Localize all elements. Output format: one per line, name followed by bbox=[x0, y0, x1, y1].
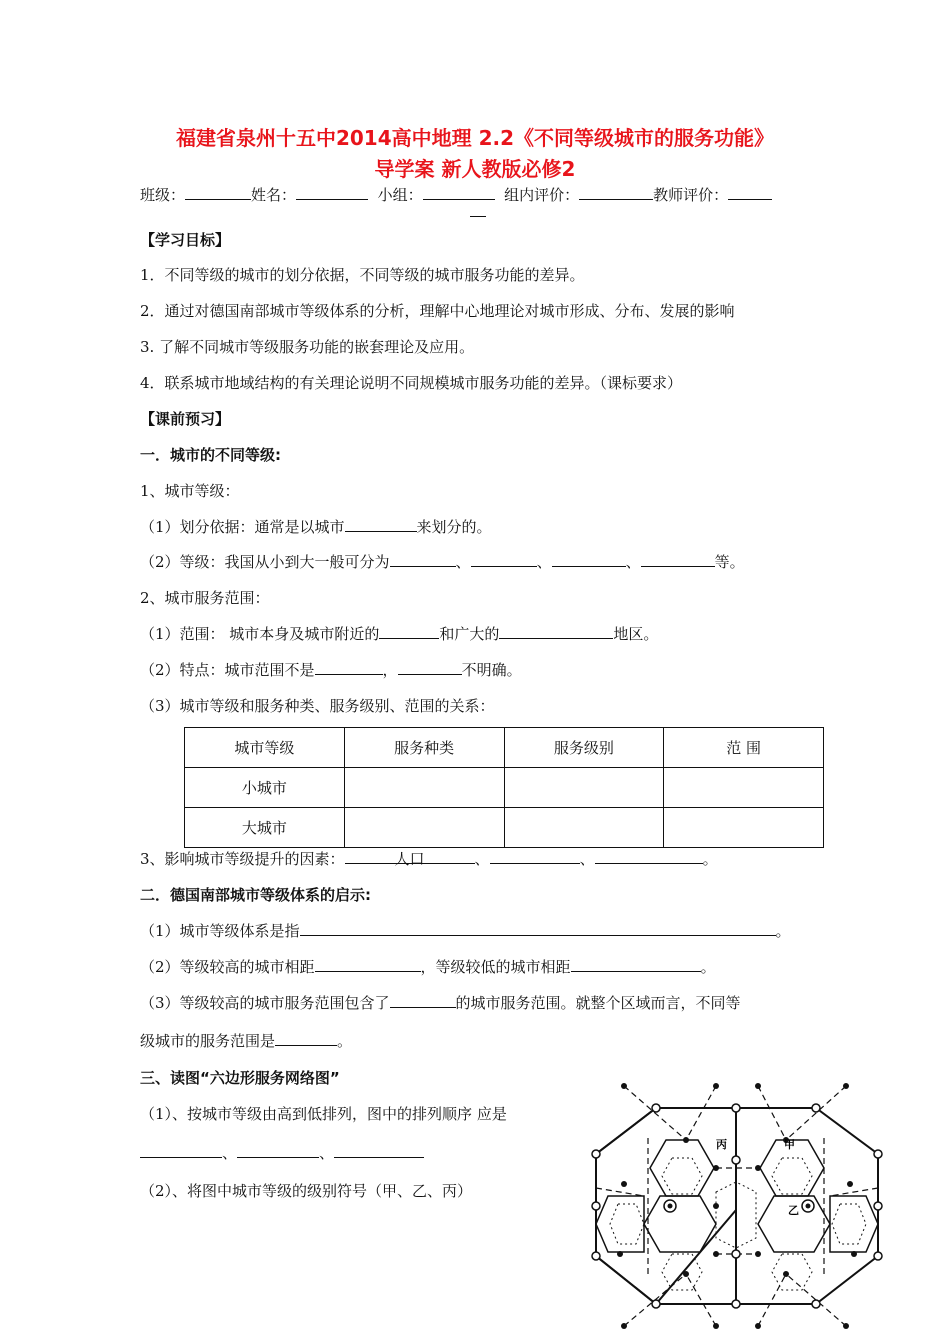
filled-dot-node bbox=[755, 1251, 761, 1257]
answer-blank[interactable] bbox=[379, 623, 439, 639]
s2-c bbox=[140, 992, 741, 1013]
table-header-cell: 服务种类 bbox=[344, 728, 504, 768]
s1-q2: 2、城市服务范围： bbox=[140, 589, 270, 607]
table-cell[interactable] bbox=[664, 808, 824, 848]
filled-dot-node bbox=[713, 1165, 719, 1171]
open-circle-node bbox=[812, 1104, 820, 1112]
filled-dot-node bbox=[843, 1323, 849, 1329]
group-label: 小组： bbox=[377, 186, 423, 204]
s2-c-post: 的城市服务范围。就整个区域而言，不同等 bbox=[455, 994, 741, 1012]
open-circle-node bbox=[732, 1250, 740, 1258]
section3-heading: 三、读图“六边形服务网络图” bbox=[140, 1069, 340, 1087]
objectives-header: 【学习目标】 bbox=[140, 231, 231, 249]
s2-b-mid: ，等级较低的城市相距 bbox=[420, 958, 571, 976]
open-circle-node bbox=[652, 1104, 660, 1112]
filled-dot-node bbox=[683, 1271, 689, 1277]
service-boundary bbox=[686, 1274, 716, 1326]
filled-dot-node bbox=[621, 1323, 627, 1329]
period: 。 bbox=[700, 958, 716, 976]
s1-q2-c: （3）城市等级和服务种类、服务级别、范围的关系： bbox=[140, 697, 495, 715]
sep: 、 bbox=[455, 553, 471, 571]
filled-answer: 人口 bbox=[394, 850, 425, 868]
open-circle-node bbox=[812, 1300, 820, 1308]
table-header-row bbox=[185, 728, 824, 768]
preview-header: 【课前预习】 bbox=[140, 410, 231, 428]
central-city-right bbox=[802, 1200, 814, 1212]
filled-dot-node bbox=[847, 1181, 853, 1187]
open-circle-node bbox=[732, 1104, 740, 1112]
answer-blank[interactable] bbox=[300, 920, 776, 936]
answer-blank[interactable] bbox=[315, 659, 383, 675]
filled-dot-node bbox=[621, 1181, 627, 1187]
central-city-left bbox=[664, 1200, 676, 1212]
s1-q3-text: 3、影响城市等级提升的因素： bbox=[140, 850, 345, 868]
filled-dot-node bbox=[755, 1165, 761, 1171]
table-header-cell: 范 围 bbox=[664, 728, 824, 768]
answer-blank[interactable] bbox=[471, 551, 537, 567]
answer-blank[interactable] bbox=[237, 1142, 319, 1158]
sep: 、 bbox=[625, 553, 641, 571]
answer-blank[interactable] bbox=[390, 992, 456, 1008]
s2-c-text: （3）等级较高的城市服务范围包含了 bbox=[140, 994, 390, 1012]
small-hexagon bbox=[772, 1158, 812, 1194]
service-boundary bbox=[686, 1086, 716, 1140]
s1-q2-a-mid: 和广大的 bbox=[439, 625, 500, 643]
answer-blank[interactable] bbox=[398, 659, 462, 675]
comma: ， bbox=[382, 661, 398, 679]
s2-c2 bbox=[140, 1030, 352, 1051]
period: 。 bbox=[702, 850, 718, 868]
s2-c2-text: 级城市的服务范围是 bbox=[140, 1032, 276, 1050]
s1-q1-b bbox=[140, 551, 745, 572]
info-row bbox=[140, 184, 772, 205]
hexagon-service-network-diagram bbox=[588, 1078, 898, 1338]
s1-q1-a-post: 来划分的。 bbox=[416, 518, 492, 536]
class-label: 班级： bbox=[140, 186, 186, 204]
objective-item: 2．通过对德国南部城市等级体系的分析，理解中心地理论对城市形成、分布、发展的影响 bbox=[140, 302, 735, 320]
open-circle-node bbox=[592, 1202, 600, 1210]
sep: 、 bbox=[536, 553, 552, 571]
city-level-table bbox=[184, 727, 824, 848]
small-hexagon bbox=[662, 1158, 702, 1194]
period: 。 bbox=[337, 1032, 353, 1050]
medium-hexagon bbox=[644, 1196, 716, 1252]
s1-q3 bbox=[140, 848, 718, 869]
open-circle-node bbox=[874, 1150, 882, 1158]
open-circle-node bbox=[732, 1156, 740, 1164]
table-cell: 大城市 bbox=[185, 808, 345, 848]
filled-dot-node bbox=[683, 1137, 689, 1143]
objective-item: 4．联系城市地域结构的有关理论说明不同规模城市服务功能的差异。（课标要求） bbox=[140, 374, 683, 392]
filled-dot-node bbox=[713, 1251, 719, 1257]
table-row bbox=[185, 808, 824, 848]
s1-q1-a bbox=[140, 516, 492, 537]
s1-q1-b-post: 等。 bbox=[714, 553, 745, 571]
s1-q1-b-text: （2）等级：我国从小到大一般可分为 bbox=[140, 553, 390, 571]
table-cell[interactable] bbox=[504, 808, 664, 848]
s2-b bbox=[140, 956, 716, 977]
filled-dot-node bbox=[621, 1083, 627, 1089]
name-label: 姓名： bbox=[251, 186, 297, 204]
filled-dot-node bbox=[755, 1323, 761, 1329]
table-header-cell: 服务级别 bbox=[504, 728, 664, 768]
period: 。 bbox=[775, 922, 791, 940]
answer-blank[interactable] bbox=[315, 956, 421, 972]
table-cell[interactable] bbox=[664, 768, 824, 808]
table-header-cell: 城市等级 bbox=[185, 728, 345, 768]
answer-blank[interactable] bbox=[490, 848, 580, 864]
small-hexagon bbox=[832, 1204, 866, 1244]
filled-dot-node bbox=[755, 1083, 761, 1089]
filled-dot-node bbox=[851, 1251, 857, 1257]
s1-q2-b-post: 不明确。 bbox=[461, 661, 522, 679]
service-boundary bbox=[786, 1086, 846, 1140]
label-yi: 乙 bbox=[788, 1204, 799, 1217]
s1-q2-a-text: （1）范围： 城市本身及城市附近的 bbox=[140, 625, 380, 643]
filled-dot-node bbox=[617, 1251, 623, 1257]
section1-heading: 一．城市的不同等级: bbox=[140, 446, 281, 464]
service-boundary bbox=[758, 1274, 786, 1326]
answer-blank[interactable] bbox=[552, 551, 626, 567]
filled-dot-node bbox=[713, 1323, 719, 1329]
answer-blank[interactable] bbox=[345, 516, 417, 532]
service-boundary bbox=[596, 1188, 644, 1196]
s1-q2-a-post: 地区。 bbox=[613, 625, 659, 643]
service-boundary bbox=[624, 1086, 686, 1140]
label-bing: 丙 bbox=[716, 1138, 727, 1151]
teacher-eval-label: 教师评价： bbox=[653, 186, 729, 204]
answer-blank[interactable] bbox=[641, 551, 715, 567]
table-cell: 小城市 bbox=[185, 768, 345, 808]
section2-heading: 二．德国南部城市等级体系的启示: bbox=[140, 886, 372, 904]
filled-dot-node bbox=[843, 1083, 849, 1089]
open-circle-node bbox=[874, 1252, 882, 1260]
open-circle-node bbox=[592, 1252, 600, 1260]
table-cell[interactable] bbox=[344, 768, 504, 808]
s2-b-text: （2）等级较高的城市相距 bbox=[140, 958, 315, 976]
answer-blank[interactable] bbox=[571, 956, 701, 972]
sep: 、 bbox=[474, 850, 490, 868]
objective-item: 3. 了解不同城市等级服务功能的嵌套理论及应用。 bbox=[140, 338, 475, 356]
table-cell[interactable] bbox=[344, 808, 504, 848]
group-field[interactable] bbox=[423, 184, 495, 200]
s3-b: （2）、将图中城市等级的级别符号（甲、乙、丙） bbox=[140, 1182, 473, 1200]
sep: 、 bbox=[222, 1144, 238, 1162]
s2-a-text: （1）城市等级体系是指 bbox=[140, 922, 300, 940]
small-hexagon bbox=[772, 1254, 812, 1290]
teacher-eval-field-wrap[interactable] bbox=[470, 214, 486, 217]
answer-blank[interactable] bbox=[140, 1142, 222, 1158]
label-jia: 甲 bbox=[784, 1138, 795, 1151]
table-cell[interactable] bbox=[504, 768, 664, 808]
objective-item: 1．不同等级的城市的划分依据，不同等级的城市服务功能的差异。 bbox=[140, 266, 585, 284]
small-hexagon bbox=[610, 1204, 644, 1244]
open-circle-node bbox=[652, 1300, 660, 1308]
filled-dot-node bbox=[713, 1083, 719, 1089]
s1-q2-b-text: （2）特点：城市范围不是 bbox=[140, 661, 315, 679]
service-boundary bbox=[830, 1188, 878, 1196]
answer-blank[interactable] bbox=[595, 848, 703, 864]
filled-dot-node bbox=[783, 1271, 789, 1277]
open-circle-node bbox=[592, 1150, 600, 1158]
sep: 、 bbox=[319, 1144, 335, 1162]
s3-a-answers bbox=[140, 1142, 424, 1163]
doc-title-line2: 导学案 新人教版必修2 bbox=[374, 157, 576, 181]
open-circle-node bbox=[732, 1300, 740, 1308]
s1-q2-b bbox=[140, 659, 522, 680]
s2-a bbox=[140, 920, 791, 941]
answer-blank[interactable] bbox=[499, 623, 613, 639]
answer-blank[interactable] bbox=[390, 551, 456, 567]
group-eval-field[interactable] bbox=[579, 184, 653, 200]
s1-q1-a-text: （1）划分依据：通常是以城市 bbox=[140, 518, 345, 536]
s1-q2-a bbox=[140, 623, 658, 644]
open-circle-node bbox=[874, 1202, 882, 1210]
class-field[interactable] bbox=[185, 184, 251, 200]
table-row bbox=[185, 768, 824, 808]
s1-q1: 1、城市等级： bbox=[140, 482, 240, 500]
medium-hexagon bbox=[650, 1140, 714, 1196]
teacher-eval-field[interactable] bbox=[728, 184, 772, 200]
service-boundary bbox=[758, 1086, 786, 1140]
s3-a: （1）、按城市等级由高到低排列，图中的排列顺序 应是 bbox=[140, 1105, 507, 1123]
sep: 、 bbox=[579, 850, 595, 868]
answer-blank[interactable] bbox=[334, 1142, 424, 1158]
group-eval-label: 组内评价： bbox=[504, 186, 580, 204]
filled-dot-node bbox=[713, 1203, 719, 1209]
doc-title-line1: 福建省泉州十五中2014高中地理 2.2《不同等级城市的服务功能》 bbox=[175, 126, 775, 150]
answer-blank-filled[interactable] bbox=[345, 848, 475, 868]
answer-blank[interactable] bbox=[275, 1030, 337, 1046]
name-field[interactable] bbox=[296, 184, 368, 200]
